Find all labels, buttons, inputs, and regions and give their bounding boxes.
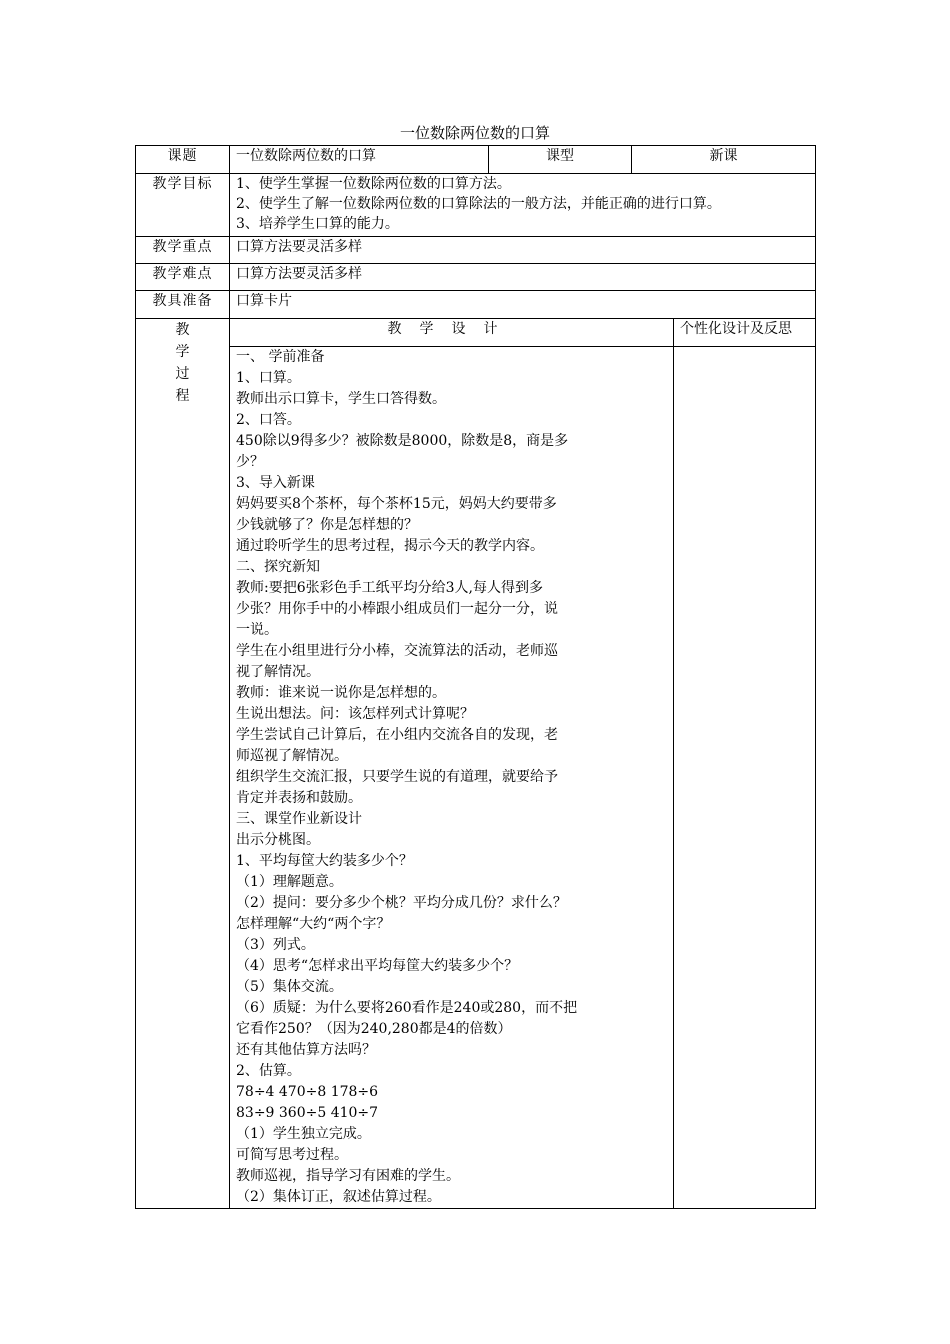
reflection-header: 个性化设计及反思 [674, 319, 816, 347]
materials-row [136, 291, 816, 319]
process-line: 怎样理解“大约“两个字？ [236, 916, 391, 932]
process-line: 通过聆听学生的思考过程，揭示今天的教学内容。 [236, 538, 544, 554]
process-line: 学生尝试自己计算后，在小组内交流各自的发现，老 [236, 727, 558, 743]
reflection-content [674, 347, 816, 1209]
design-header: 教学设计 [230, 319, 674, 347]
process-header-row [136, 319, 816, 347]
key-point-label: 教学重点 [136, 237, 230, 264]
type-value: 新课 [632, 146, 816, 174]
process-line: 1、口算。 [236, 370, 301, 386]
process-line: 还有其他估算方法吗？ [236, 1042, 376, 1058]
goals-row [136, 174, 816, 237]
process-line: 2、口答。 [236, 412, 301, 428]
difficulty-row [136, 264, 816, 291]
process-label: 教 学 过 程 [136, 319, 230, 1209]
process-line: 教师巡视，指导学习有困难的学生。 [236, 1168, 460, 1184]
materials-label: 教具准备 [136, 291, 230, 319]
process-line: 3、导入新课 [236, 475, 315, 491]
goal-line: 1、使学生掌握一位数除两位数的口算方法。 [236, 176, 511, 192]
topic-value: 一位数除两位数的口算 [230, 146, 489, 174]
process-line: 教师出示口算卡，学生口答得数。 [236, 391, 446, 407]
process-line: （6）质疑：为什么要将260看作是240或280，而不把 [236, 1000, 578, 1016]
process-content [230, 347, 674, 1209]
process-line: （4）思考“怎样求出平均每筐大约装多少个？ [236, 958, 519, 974]
materials-value: 口算卡片 [230, 291, 816, 319]
process-line: 450除以9得多少？被除数是8000，除数是8，商是多 [236, 433, 569, 449]
process-line: 肯定并表扬和鼓励。 [236, 790, 362, 806]
lesson-plan-table [135, 145, 816, 1209]
process-line: 组织学生交流汇报，只要学生说的有道理，就要给予 [236, 769, 558, 785]
process-line: 一、 学前准备 [236, 349, 325, 365]
key-point-row [136, 237, 816, 264]
process-line: 2、估算。 [236, 1063, 301, 1079]
process-line: （3）列式。 [236, 937, 315, 953]
document-title: 一位数除两位数的口算 [399, 124, 550, 142]
process-line: （5）集体交流。 [236, 979, 343, 995]
process-line: 视了解情况。 [236, 664, 320, 680]
process-line: 教师:要把6张彩色手工纸平均分给3人,每人得到多 [236, 580, 543, 596]
process-line: 三、课堂作业新设计 [236, 811, 362, 827]
process-line: 1、平均每筐大约装多少个？ [236, 853, 413, 869]
process-line: 一说。 [236, 622, 278, 638]
process-line: （1）理解题意。 [236, 874, 343, 890]
difficulty-label: 教学难点 [136, 264, 230, 291]
type-label: 课型 [489, 146, 632, 174]
process-line: 教师：谁来说一说你是怎样想的。 [236, 685, 446, 701]
goal-line: 3、培养学生口算的能力。 [236, 216, 399, 232]
process-line: 少？ [236, 454, 264, 470]
process-line: 它看作250？（因为240,280都是4的倍数） [236, 1021, 512, 1037]
goals-content [230, 174, 816, 237]
process-line: （1）学生独立完成。 [236, 1126, 371, 1142]
process-line: 83÷9 360÷5 410÷7 [236, 1105, 379, 1121]
goal-line: 2、使学生了解一位数除两位数的口算除法的一般方法，并能正确的进行口算。 [236, 196, 721, 212]
process-line: 78÷4 470÷8 178÷6 [236, 1084, 379, 1100]
process-content-row [136, 347, 816, 1209]
process-line: （2）集体订正，叙述估算过程。 [236, 1189, 441, 1205]
process-line: 妈妈要买8个茶杯，每个茶杯15元，妈妈大约要带多 [236, 496, 557, 512]
process-line: 出示分桃图。 [236, 832, 320, 848]
goals-label: 教学目标 [136, 174, 230, 237]
process-line: 生说出想法。问：该怎样列式计算呢？ [236, 706, 474, 722]
process-line: 二、探究新知 [236, 559, 320, 575]
process-line: 少钱就够了？你是怎样想的？ [236, 517, 418, 533]
difficulty-value: 口算方法要灵活多样 [230, 264, 816, 291]
process-line: 少张？用你手中的小棒跟小组成员们一起分一分，说 [236, 601, 558, 617]
topic-label: 课题 [136, 146, 230, 174]
topic-row [136, 146, 816, 174]
process-line: （2）提问：要分多少个桃？平均分成几份？求什么？ [236, 895, 567, 911]
key-point-value: 口算方法要灵活多样 [230, 237, 816, 264]
process-line: 学生在小组里进行分小棒，交流算法的活动，老师巡 [236, 643, 558, 659]
process-line: 可简写思考过程。 [236, 1147, 348, 1163]
process-line: 师巡视了解情况。 [236, 748, 348, 764]
